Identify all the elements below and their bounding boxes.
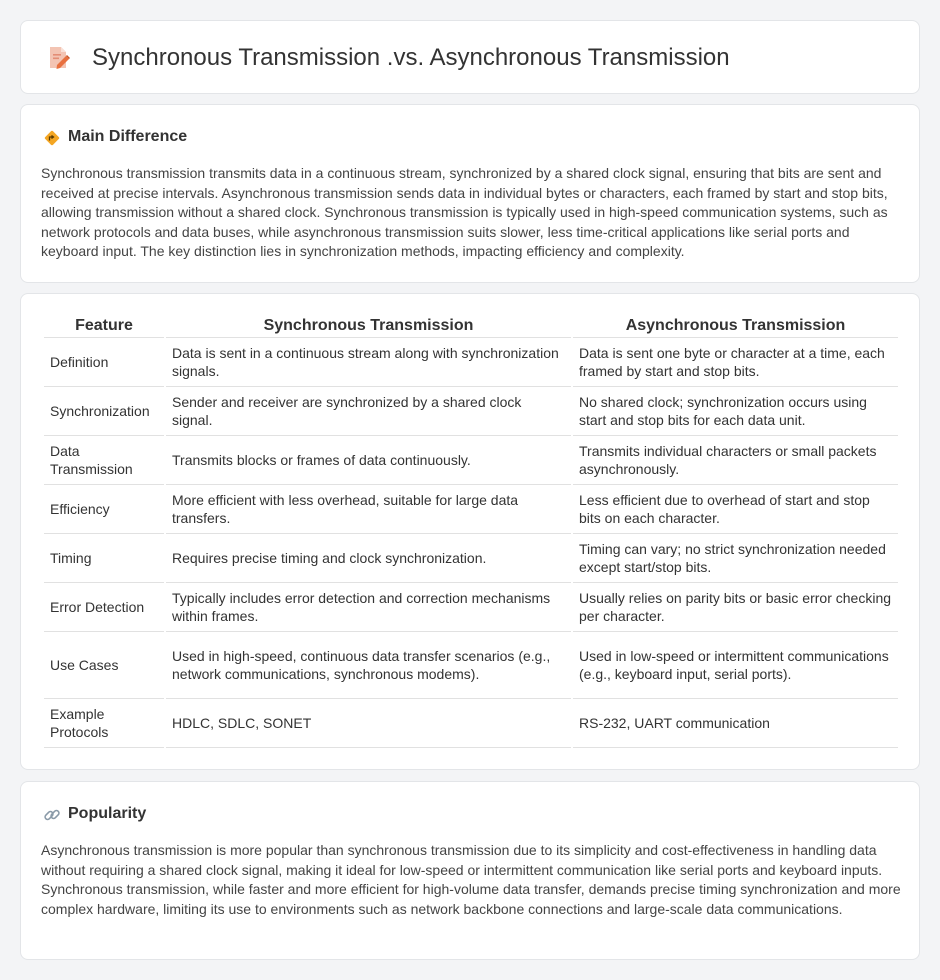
async-cell: RS-232, UART communication (573, 699, 898, 748)
async-cell: No shared clock; synchronization occurs using start and stop bits for each data unit. (573, 387, 898, 436)
feature-cell: Data Transmission (44, 436, 164, 485)
popularity-text: Asynchronous transmission is more popular than synchronous transmission due to its simplicity and cost-effectiveness in handling data without requiring a shared clock signal, making it ideal for low-speed or intermittent communication like serial ports and keyboard inputs. Synchronous transmission, while faster and more efficient for high-volume data transfer, demands precise timing synchronization and more complex hardware, limiting its use to environments such as network backbone connections and large-scale data communications. (41, 842, 901, 917)
header-asynchronous: Asynchronous Transmission (573, 316, 898, 338)
feature-cell: Use Cases (44, 632, 164, 699)
sync-cell: Sender and receiver are synchronized by a shared clock signal. (166, 387, 571, 436)
main-difference-heading: Main Difference (68, 128, 188, 145)
sync-cell: Requires precise timing and clock synchronization. (166, 534, 571, 583)
table-row (44, 436, 898, 485)
table-header-row (44, 316, 898, 338)
feature-cell: Example Protocols (44, 699, 164, 748)
page-title: Synchronous Transmission .vs. Asynchronous Transmission (92, 44, 730, 71)
table-row (44, 485, 898, 534)
comparison-table (42, 316, 900, 748)
feature-cell: Error Detection (44, 583, 164, 632)
table-row (44, 387, 898, 436)
table-row (44, 699, 898, 748)
sync-cell: Data is sent in a continuous stream along with synchronization signals. (166, 338, 571, 387)
road-sign-icon (43, 129, 61, 147)
feature-cell: Definition (44, 338, 164, 387)
async-cell: Less efficient due to overhead of start and stop bits on each character. (573, 485, 898, 534)
table-row (44, 534, 898, 583)
sync-cell: HDLC, SDLC, SONET (166, 699, 571, 748)
header-synchronous: Synchronous Transmission (166, 316, 571, 338)
sync-cell: Transmits blocks or frames of data continuously. (166, 436, 571, 485)
popularity-section (20, 781, 920, 960)
document-edit-icon (47, 45, 71, 71)
table-row (44, 632, 898, 699)
sync-cell: More efficient with less overhead, suitable for large data transfers. (166, 485, 571, 534)
table-row (44, 338, 898, 387)
sync-cell: Used in high-speed, continuous data transfer scenarios (e.g., network communications, synchronous modems). (166, 632, 571, 699)
async-cell: Used in low-speed or intermittent communications (e.g., keyboard input, serial ports). (573, 632, 898, 699)
feature-cell: Efficiency (44, 485, 164, 534)
sync-cell: Typically includes error detection and correction mechanisms within frames. (166, 583, 571, 632)
comparison-section (20, 293, 920, 770)
main-difference-text: Synchronous transmission transmits data in a continuous stream, synchronized by a shared clock signal, ensuring that bits are sent and received at precise intervals. Asynchronous transmission sends data in individual bytes or characters, each framed by start and stop bits, allowing transmission without a shared clock. Synchronous transmission is typically used in high-speed communication systems, such as network protocols and data buses, while asynchronous transmission suits slower, less time-critical applications like serial ports and keyboard input. The key distinction lies in synchronization methods, impacting efficiency and complexity. (41, 165, 888, 259)
header-feature: Feature (44, 316, 164, 338)
async-cell: Timing can vary; no strict synchronization needed except start/stop bits. (573, 534, 898, 583)
feature-cell: Timing (44, 534, 164, 583)
async-cell: Transmits individual characters or small packets asynchronously. (573, 436, 898, 485)
title-card (20, 20, 920, 94)
link-icon (43, 806, 61, 824)
feature-cell: Synchronization (44, 387, 164, 436)
async-cell: Data is sent one byte or character at a time, each framed by start and stop bits. (573, 338, 898, 387)
table-row (44, 583, 898, 632)
main-difference-section (20, 104, 920, 283)
popularity-heading: Popularity (68, 805, 147, 822)
async-cell: Usually relies on parity bits or basic error checking per character. (573, 583, 898, 632)
